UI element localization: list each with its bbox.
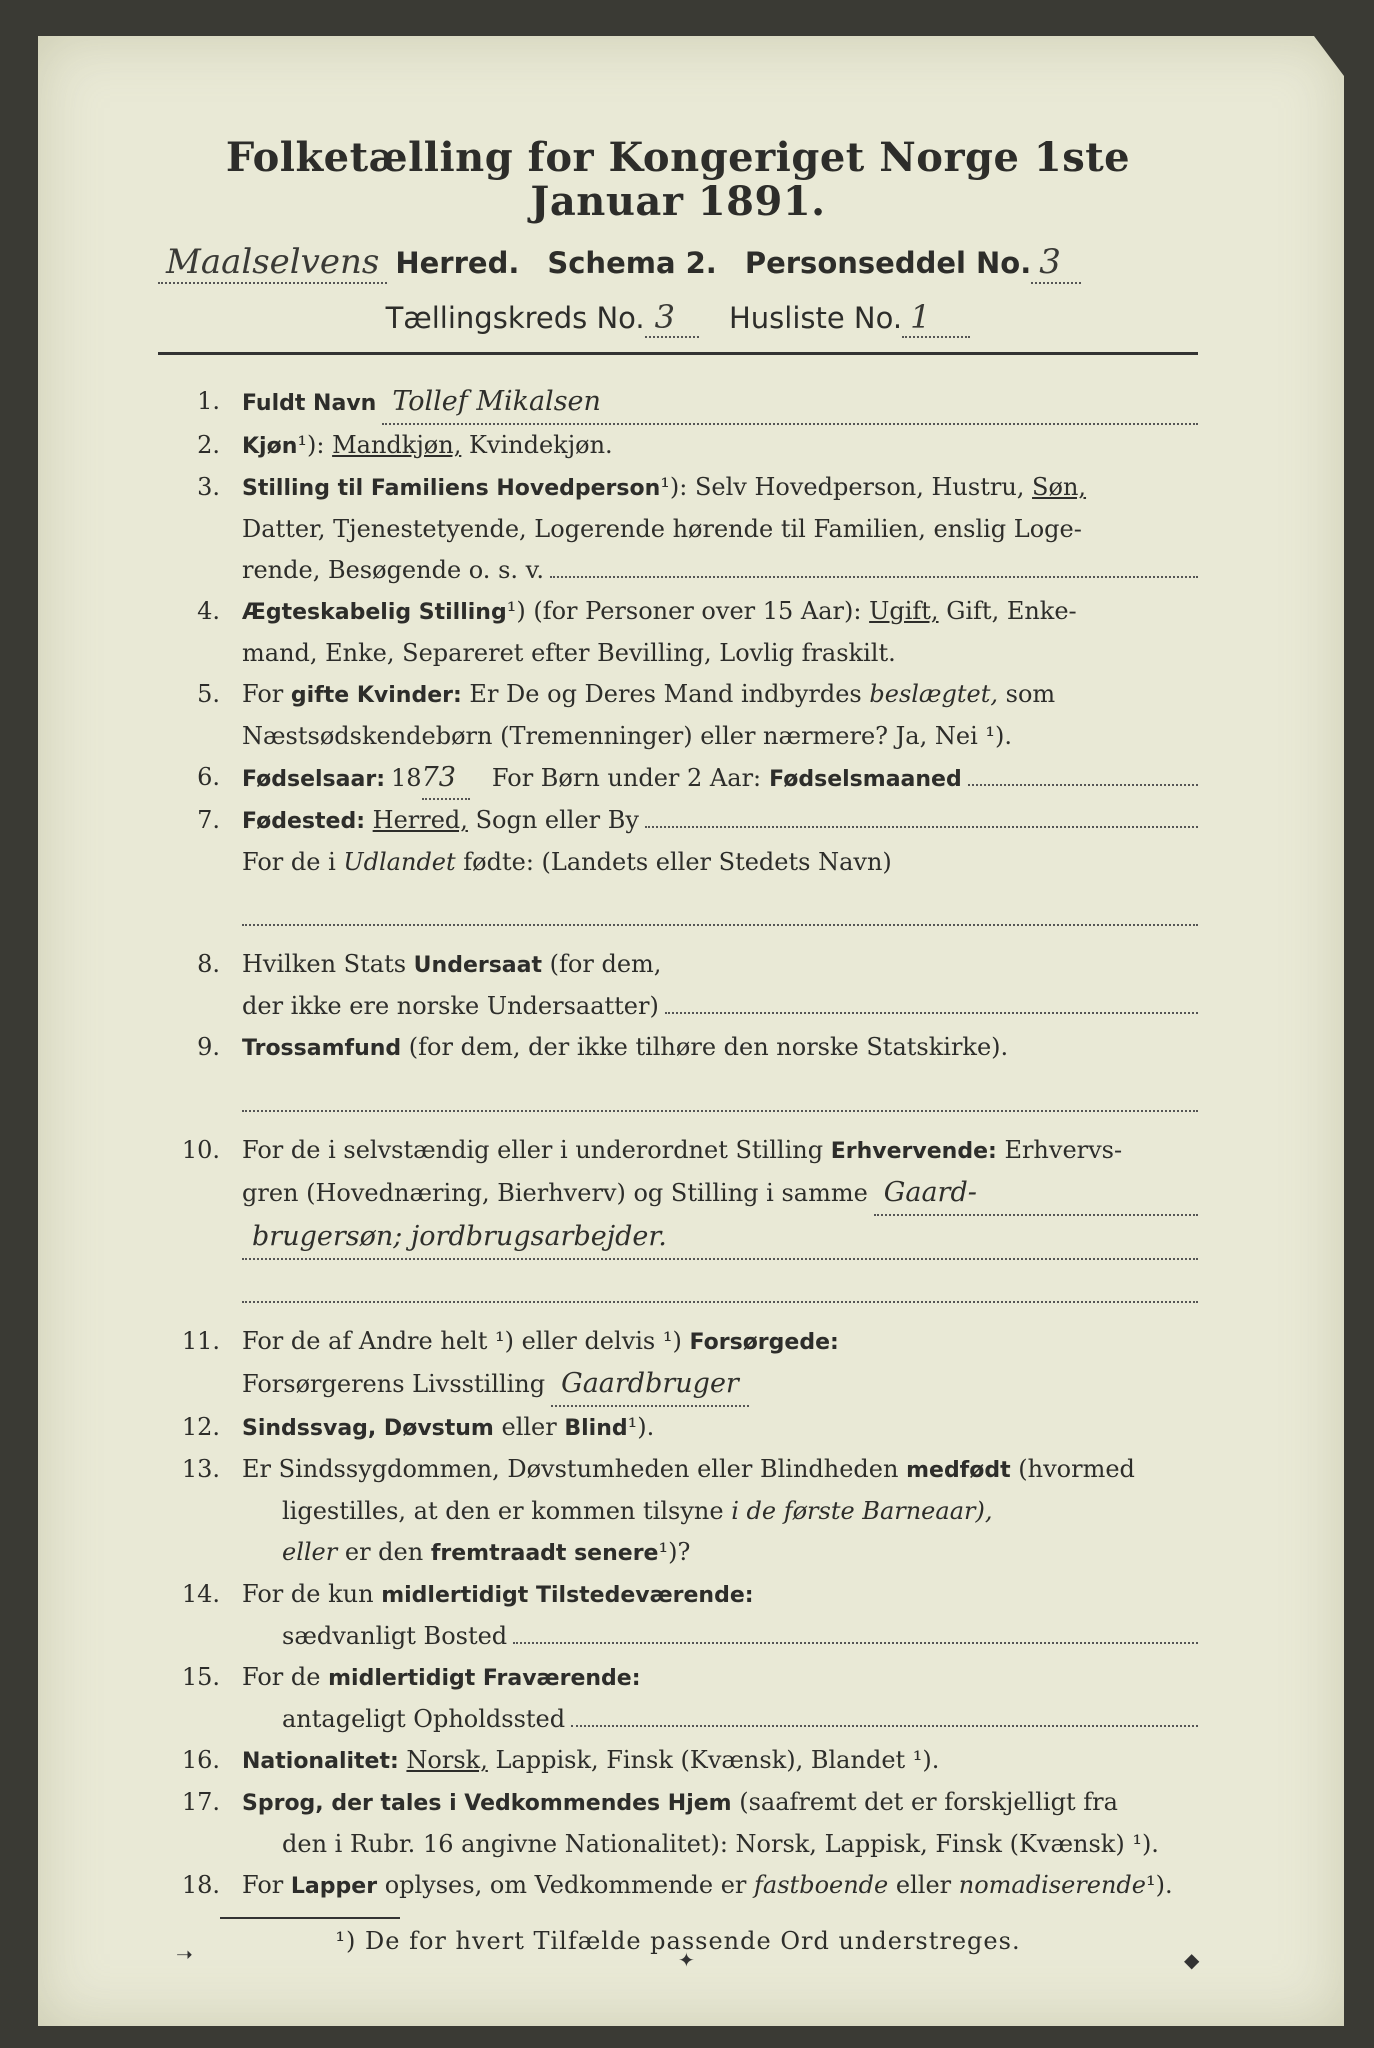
birthplace-label: Fødested: <box>242 809 365 834</box>
disability-label: Sindssvag, Døvstum <box>242 1416 494 1441</box>
congenital-label: medfødt <box>906 1458 1011 1483</box>
dependents-label: Forsørgede: <box>689 1330 839 1355</box>
sex-option-male-selected: Mandkjøn, <box>332 431 462 459</box>
birth-year-label: Fødselsaar: <box>242 767 385 792</box>
form-title: Folketælling for Kongeriget Norge 1ste Januar 1891. <box>225 134 1131 225</box>
header-rule <box>158 352 1198 355</box>
married-women-label: gifte Kvinder: <box>290 683 462 708</box>
husliste-number: 1 <box>902 298 970 338</box>
item-3: 3. Stilling til Familiens Hovedperson¹): Selv Hovedperson, Hustru, Søn, Datter, Tjenestetyende, Logerende hørende til Familien, enslig Loge- rende, Besøgende o. s. v. <box>158 467 1198 591</box>
item-2: 2. Kjøn¹): Mandkjøn, Kvindekjøn. <box>197 431 613 459</box>
folded-corner <box>1314 36 1344 76</box>
item-15: 15. For de midlertidigt Fraværende: antageligt Opholdssted <box>158 1657 1198 1740</box>
temporarily-present-label: midlertidigt Tilstedeværende: <box>381 1583 754 1608</box>
nationality-norwegian-selected: Norsk, <box>406 1746 488 1774</box>
religion-label: Trossamfund <box>242 1036 402 1061</box>
item-14: 14. For de kun midlertidigt Tilstedeværende: sædvanligt Bosted <box>158 1574 1198 1657</box>
item-6: 6. Fødselsaar: 18 73 For Børn under 2 Aar: Fødselsmaaned <box>158 757 1198 800</box>
question-list <box>158 381 1198 1907</box>
sami-label: Lapper <box>290 1874 378 1899</box>
item-8: 8. Hvilken Stats Undersaat (for dem, der ikke ere norske Undersaatter) <box>158 944 1198 1027</box>
marital-status-label: Ægteskabelig Stilling <box>242 600 507 625</box>
binding-mark-left: ➝ <box>176 1942 193 1966</box>
personseddel-number: 3 <box>1031 242 1081 284</box>
binding-mark-right: ◆ <box>1184 1948 1200 1972</box>
provider-occupation-value: Gaardbruger <box>561 1368 739 1399</box>
kreds-line <box>158 298 1198 338</box>
marital-unmarried-selected: Ugift, <box>869 597 939 625</box>
full-name-value: Tollef Mikalsen <box>392 386 601 417</box>
kreds-number: 3 <box>645 298 699 338</box>
family-position-label: Stilling til Familiens Hovedperson <box>242 476 661 501</box>
footnote: ¹) De for hvert Tilfælde passende Ord understreges. <box>335 1927 1021 1955</box>
nationality-label: Nationalitet: <box>242 1749 399 1774</box>
item-18: 18. For Lapper oplyses, om Vedkommende er fastboende eller nomadiserende¹). <box>181 1871 1173 1899</box>
binding-mark-center: ✦ <box>678 1948 695 1972</box>
herred-line <box>158 242 1198 284</box>
item-11: 11. For de af Andre helt ¹) eller delvis ¹) Forsørgede: Forsørgerens Livsstilling Gaardbruger <box>158 1321 1198 1407</box>
birthplace-herred-selected: Herred, <box>372 806 468 834</box>
sex-option-female: Kvindekjøn. <box>468 431 613 459</box>
occupation-label: Erhvervende: <box>830 1139 997 1164</box>
full-name-label: Fuldt Navn <box>242 391 377 416</box>
item-12: 12. Sindssvag, Døvstum eller Blind¹). <box>181 1413 655 1441</box>
herred-name-handwritten: Maalselvens <box>158 242 387 284</box>
husliste-label: Husliste No. <box>728 301 903 335</box>
item-4: 4. Ægteskabelig Stilling¹) (for Personer over 15 Aar): Ugift, Gift, Enke- mand, Enke, Separeret efter Bevilling, Lovlig fraskilt. <box>197 597 1077 667</box>
item-5: 5. For gifte Kvinder: Er De og Deres Mand indbyrdes beslægtet, som Næstsødskendebørn (Tremenninger) eller nærmere? Ja, Nei ¹). <box>197 680 1056 750</box>
religion-blank <box>242 1069 1198 1112</box>
schema-label: Schema 2. <box>547 246 717 280</box>
personseddel-label: Personseddel No. <box>744 246 1032 280</box>
item-1: 1. Fuldt Navn Tollef Mikalsen <box>158 381 1198 425</box>
item-13: 13. Er Sindssygdommen, Døvstumheden eller Blindheden medfødt (hvormed ligestilles, at den er kommen tilsyne i de første Barneaar), eller er den fremtraadt senere¹)? <box>181 1455 1135 1566</box>
item-10: 10. For de i selvstændig eller i underordnet Stilling Erhvervende: Erhvervs- gren (Hovednæring, Bierhverv) og Stilling i samme Gaard- brugersøn; jordbrugsarbejder. <box>158 1130 1198 1307</box>
herred-label: Herred. <box>395 246 520 280</box>
occupation-blank <box>242 1260 1198 1303</box>
citizenship-label: Undersaat <box>413 953 543 978</box>
kreds-label: Tællingskreds No. <box>385 301 645 335</box>
item-16: 16. Nationalitet: Norsk, Lappisk, Finsk (Kvænsk), Blandet ¹). <box>181 1746 940 1774</box>
item-9: 9. Trossamfund (for dem, der ikke tilhøre den norske Statskirke). <box>158 1027 1198 1116</box>
item-17: 17. Sprog, der tales i Vedkommendes Hjem (saafremt det er forskjelligt fra den i Rubr. 16 angivne Nationalitet): Norsk, Lappisk, Finsk (Kvænsk) ¹). <box>181 1788 1159 1858</box>
temporarily-absent-label: midlertidigt Fraværende: <box>328 1666 641 1691</box>
form-content <box>158 136 1198 1955</box>
birth-month-label: Fødselsmaaned <box>769 767 962 792</box>
birth-year-value: 73 <box>422 757 470 800</box>
sex-label: Kjøn <box>242 434 298 459</box>
family-position-son-selected: Søn, <box>1032 473 1087 501</box>
foreign-birthplace-blank <box>242 883 1198 926</box>
language-label: Sprog, der tales i Vedkommendes Hjem <box>242 1791 732 1816</box>
item-7: 7. Fødested: Herred, Sogn eller By For de i Udlandet fødte: (Landets eller Stedets Navn) <box>158 800 1198 930</box>
census-form-page <box>38 36 1344 2026</box>
footnote-rule <box>220 1917 400 1919</box>
occupation-value-line1: Gaard- <box>883 1177 977 1208</box>
occupation-value-line2: brugersøn; jordbrugsarbejder. <box>252 1221 667 1252</box>
